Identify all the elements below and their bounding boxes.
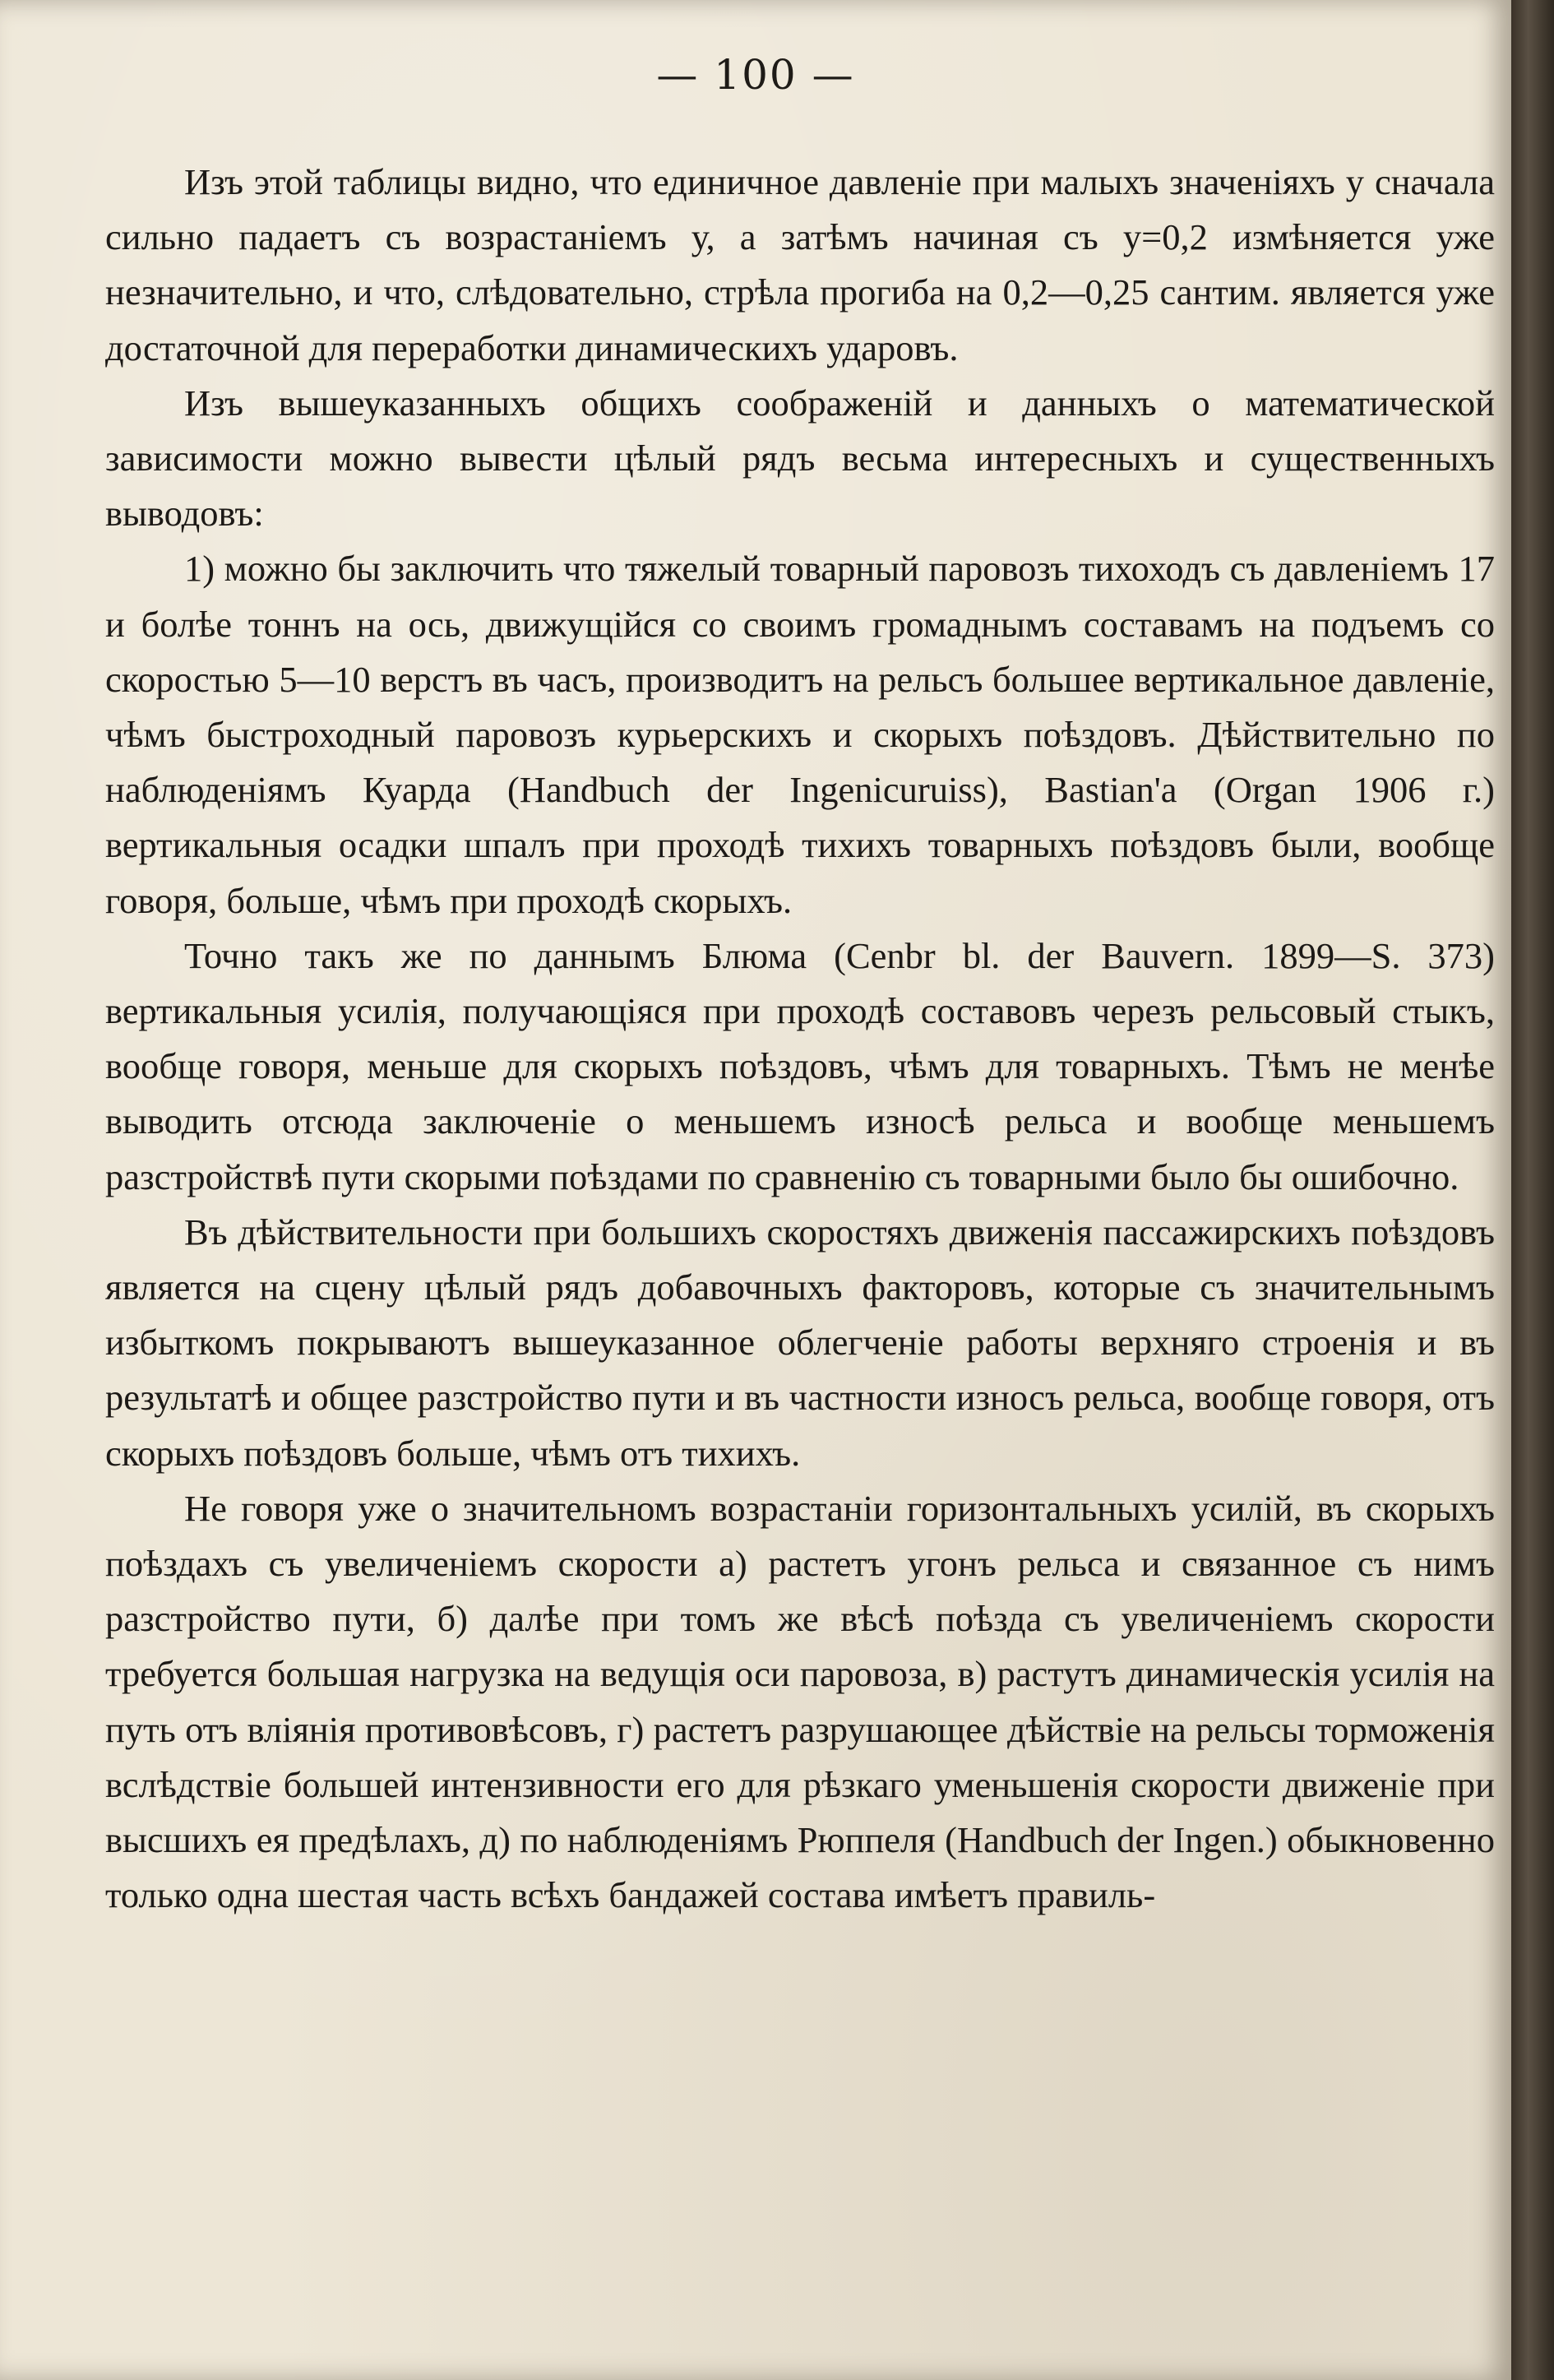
paragraph-4: Точно такъ же по даннымъ Блюма (Cenbr bl. der Bauvern. 1899—S. 373) вертикальныя усилія, получающіяся при проходѣ составовъ черезъ рельсовый стыкъ, вообще говоря, меньше для скорыхъ поѣздовъ, чѣмъ для товарныхъ. Тѣмъ не менѣе выводить отсюда заключеніе о меньшемъ износѣ рельса и вообще меньшемъ разстройствѣ пути скорыми поѣздами по сравненію съ товарными было бы ошибочно. [105, 934, 1495, 1197]
paragraph-5: Въ дѣйствительности при большихъ скоростяхъ движенія пассажирскихъ поѣздовъ является на сцену цѣлый рядъ добавочныхъ факторовъ, которые съ значительнымъ избыткомъ покрываютъ вышеуказанное облегченіе работы верхняго строенія и въ результатѣ и общее разстройство пути и въ частности износъ рельса, вообще говоря, отъ скорыхъ поѣздовъ больше, чѣмъ отъ тихихъ. [105, 1211, 1495, 1474]
paragraph-6: Не говоря уже о значительномъ возрастаніи горизонтальныхъ усилій, въ скорыхъ поѣздахъ съ увеличеніемъ скорости а) растетъ угонъ рельса и связанное съ нимъ разстройство пути, б) далѣе при томъ же вѣсѣ поѣзда съ увеличеніемъ скорости требуется большая нагрузка на ведущія оси паровоза, в) растутъ динамическія усилія на путь отъ вліянія противовѣсовъ, г) растетъ разрушающее дѣйствіе на рельсы торможенія вслѣдствіе большей интензивности его для рѣзкаго уменьшенія скорости движеніе при высшихъ ея предѣлахъ, д) по наблюденіямъ Рюппеля (Handbuch der Ingen.) обыкновенно только одна шестая часть всѣхъ бандажей состава имѣетъ правиль- [105, 1487, 1495, 1916]
page-number: — 100 — [656, 51, 855, 99]
paragraph-3: 1) можно бы заключить что тяжелый товарный паровозъ тихоходъ съ давленіемъ 17 и болѣе тоннъ на ось, движущійся со своимъ громаднымъ составамъ на подъемъ со скоростью 5—10 верстъ въ часъ, производитъ на рельсъ большее вертикальное давленіе, чѣмъ быстроходный паровозъ курьерскихъ и скорыхъ поѣздовъ. Дѣйствительно по наблюденіямъ Куарда (Handbuch der Ingenicuruiss), Bastian'a (Organ 1906 г.) вертикальныя осадки шпалъ при проходѣ тихихъ товарныхъ поѣздовъ были, вообще говоря, больше, чѣмъ при проходѣ скорыхъ. [105, 548, 1495, 921]
paragraph-2: Изъ вышеуказанныхъ общихъ соображеній и данныхъ о математической зависимости можно вывести цѣлый рядъ весьма интересныхъ и существенныхъ выводовъ: [105, 382, 1495, 535]
paragraph-1: Изъ этой таблицы видно, что единичное давленіе при малыхъ значеніяхъ у сначала сильно падаетъ съ возрастаніемъ у, а затѣмъ начиная съ у=0,2 измѣняется уже незначительно, и что, слѣдовательно, стрѣла прогиба на 0,2—0,25 сантим. является уже достаточной для переработки динамическихъ ударовъ. [105, 161, 1495, 368]
page-text [105, 155, 1495, 1924]
book-gutter [1511, 0, 1554, 2380]
